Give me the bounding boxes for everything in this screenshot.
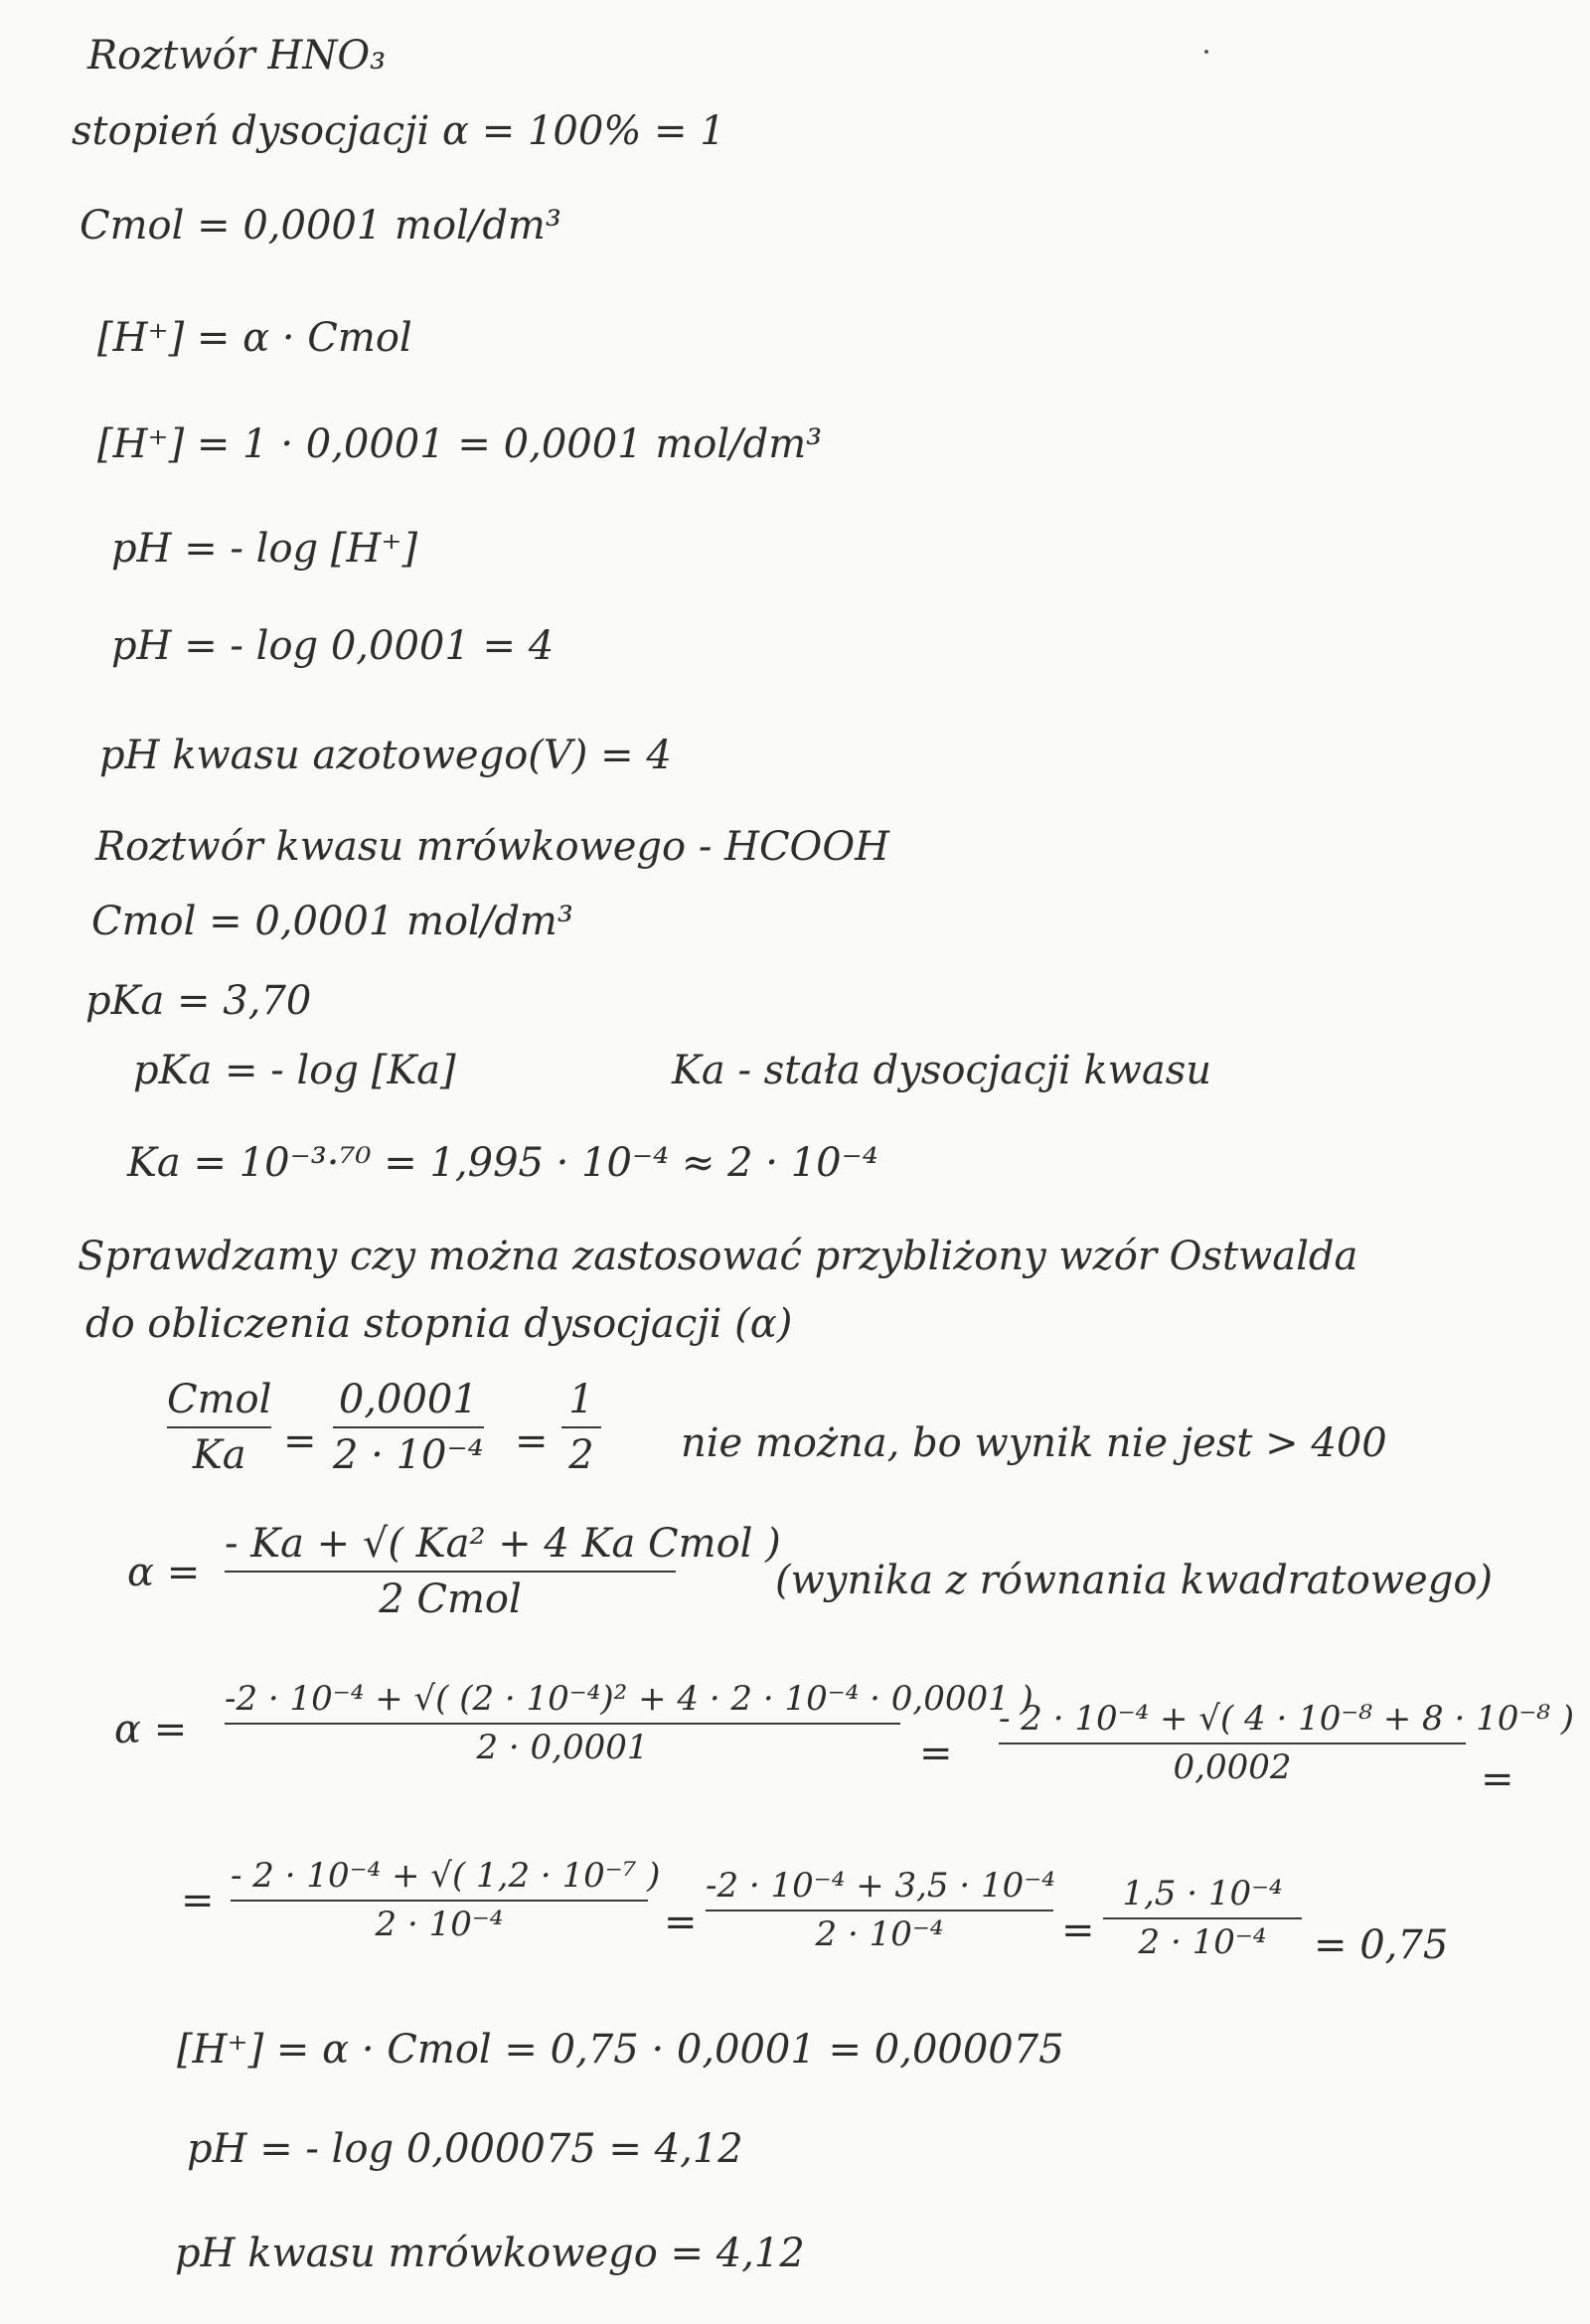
paper-speck [1204,50,1208,54]
fraction-bar [561,1426,601,1428]
fraction-calc-ratio [1103,1875,1302,1962]
line-ph-formic-result: pH kwasu mrówkowego = 4,12 [175,2231,805,2276]
fraction-bar [231,1900,648,1902]
equals-sign: = [664,1900,698,1945]
fraction-denominator: Ka [192,1432,246,1478]
line-hno3-title: Roztwór HNO₃ [87,33,387,79]
line-ph-value: pH = - log 0,0001 = 4 [111,623,555,669]
fraction-bar [167,1426,271,1428]
fraction-cmol-over-ka [167,1377,271,1478]
line-quadratic-note: (wynika z równania kwadratowego) [775,1558,1494,1603]
fraction-values [333,1377,484,1478]
alpha-lhs: α = [114,1707,188,1752]
fraction-denominator: 2 [568,1432,594,1478]
line-ka-value: Ka = 10⁻³·⁷⁰ = 1,995 · 10⁻⁴ ≈ 2 · 10⁻⁴ [127,1140,878,1186]
fraction-denominator: 0,0002 [1173,1747,1292,1788]
line-dissociation-degree: stopień dysocjacji α = 100% = 1 [72,108,725,154]
fraction-denominator: 2 · 10⁻⁴ [333,1432,484,1478]
line-ph-formic-value: pH = - log 0,000075 = 4,12 [187,2126,743,2172]
line-pka-formula: pKa = - log [Ka] [133,1048,456,1093]
line-check-ostwald: Sprawdzamy czy można zastosować przybliżony wzór Ostwalda [78,1234,1358,1279]
line-h-formula: [H⁺] = α · Cmol [97,315,412,361]
fraction-calc-full [225,1679,1034,1768]
fraction-bar [225,1571,676,1573]
line-formic-concentration: Cmol = 0,0001 mol/dm³ [91,899,573,944]
fraction-denominator: 2 · 10⁻⁴ [815,1914,944,1955]
fraction-bar [999,1743,1466,1744]
line-ph-nitric-result: pH kwasu azotowego(V) = 4 [99,733,672,778]
line-h-value: [H⁺] = 1 · 0,0001 = 0,0001 mol/dm³ [97,421,823,467]
equals-sign: = [1061,1908,1095,1953]
line-h-formic: [H⁺] = α · Cmol = 0,75 · 0,0001 = 0,000075 [177,2027,1064,2073]
equals-sign: = [181,1878,215,1923]
equals-sign: = [515,1418,549,1464]
fraction-denominator: 2 Cmol [379,1577,522,1622]
line-formic-title: Roztwór kwasu mrówkowego - HCOOH [95,824,890,870]
fraction-calc-sqrt [231,1856,661,1945]
equals-sign: = [919,1731,953,1776]
fraction-bar [333,1426,484,1428]
fraction-numerator: - 2 · 10⁻⁴ + √( 1,2 · 10⁻⁷ ) [231,1856,661,1896]
alpha-result: = 0,75 [1314,1922,1449,1968]
alpha-lhs: α = [127,1550,201,1595]
fraction-one-half [561,1377,601,1478]
line-ph-formula: pH = - log [H⁺] [111,526,418,572]
fraction-calc-sum [706,1867,1053,1954]
fraction-numerator: 0,0001 [338,1377,478,1422]
fraction-numerator: Cmol [167,1377,272,1422]
equals-sign: = [1481,1756,1514,1802]
fraction-bar [706,1909,1053,1911]
fraction-alpha-formula [225,1521,781,1622]
fraction-denominator: 2 · 10⁻⁴ [375,1905,504,1945]
line-concentration: Cmol = 0,0001 mol/dm³ [80,203,561,249]
fraction-denominator: 2 · 0,0001 [476,1728,649,1768]
fraction-numerator: 1 [568,1377,594,1422]
line-pka-value: pKa = 3,70 [85,978,312,1024]
fraction-numerator: -2 · 10⁻⁴ + √( (2 · 10⁻⁴)² + 4 · 2 · 10⁻⁴ · 0,0001 ) [225,1679,1034,1719]
fraction-bar [1103,1917,1302,1919]
fraction-denominator: 2 · 10⁻⁴ [1138,1922,1267,1963]
line-ratio-conclusion: nie można, bo wynik nie jest > 400 [681,1420,1387,1466]
fraction-numerator: - Ka + √( Ka² + 4 Ka Cmol ) [225,1521,781,1567]
fraction-numerator: - 2 · 10⁻⁴ + √( 4 · 10⁻⁸ + 8 · 10⁻⁸ ) [999,1699,1574,1739]
equals-sign: = [283,1418,317,1464]
line-ka-definition: Ka - stała dysocjacji kwasu [672,1048,1212,1093]
fraction-calc-simplified [999,1699,1574,1788]
fraction-bar [225,1723,900,1725]
line-check-ostwald-cont: do obliczenia stopnia dysocjacji (α) [85,1301,793,1347]
fraction-numerator: -2 · 10⁻⁴ + 3,5 · 10⁻⁴ [706,1866,1055,1906]
fraction-numerator: 1,5 · 10⁻⁴ [1122,1874,1283,1913]
